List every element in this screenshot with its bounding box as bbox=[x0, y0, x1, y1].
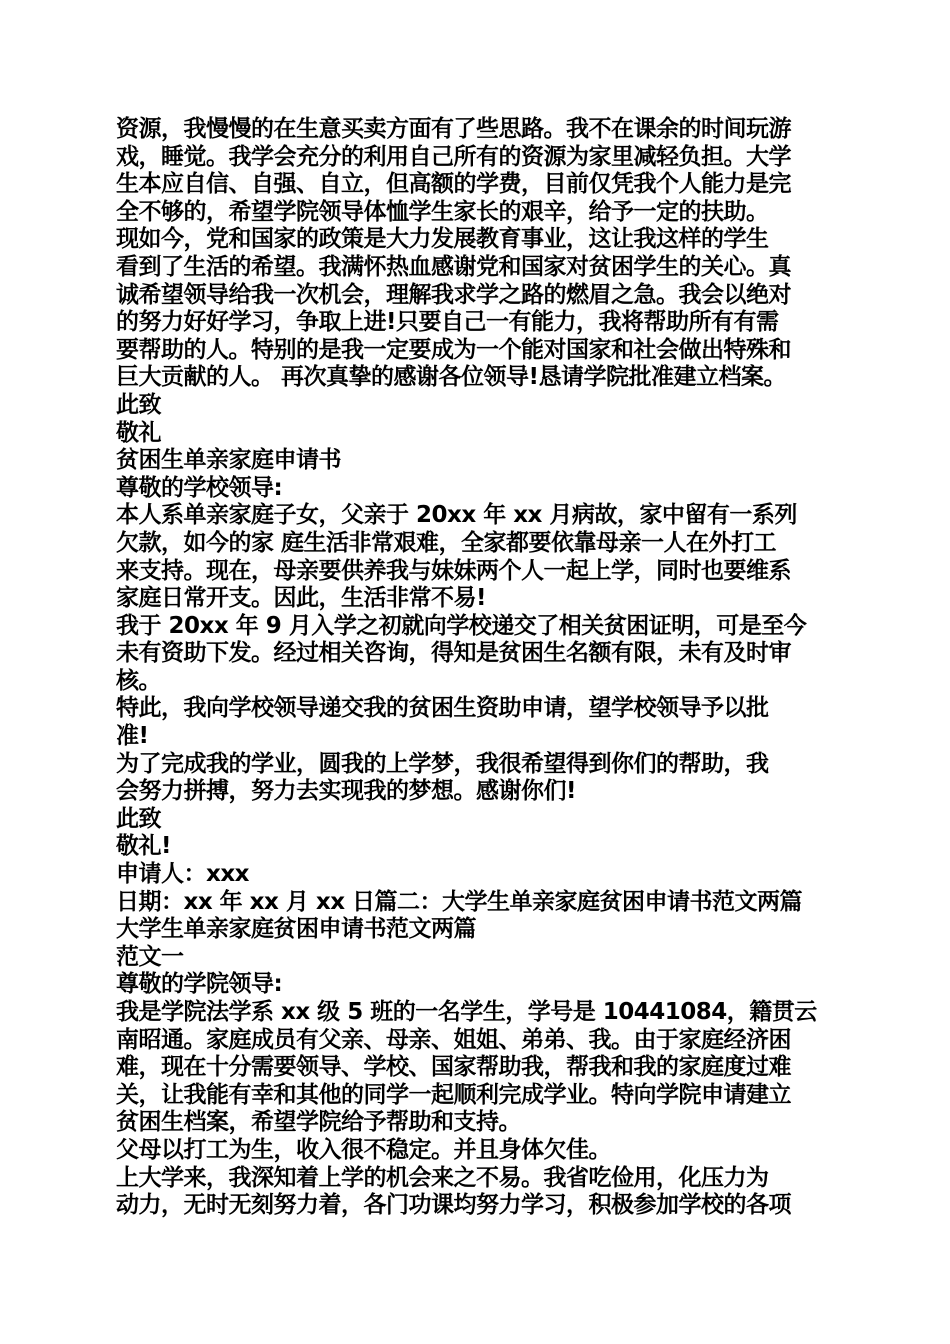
text-line: 尊敬的学院领导: bbox=[116, 971, 283, 998]
text-line: 本人系单亲家庭子女，父亲于 20xx 年 xx 月病故，家中留有一系列 bbox=[116, 502, 797, 529]
text-line: 未有资助下发。经过相关咨询，得知是贫困生名额有限，未有及时审 bbox=[116, 640, 791, 667]
text-line: 南昭通。家庭成员有父亲、母亲、姐姐、弟弟、我。由于家庭经济困 bbox=[116, 1026, 791, 1053]
text-line: 贫困生单亲家庭申请书 bbox=[116, 447, 341, 474]
text-line: 资源，我慢慢的在生意买卖方面有了些思路。我不在课余的时间玩游 bbox=[116, 116, 791, 142]
text-line: 敬礼! bbox=[116, 833, 171, 860]
text-line: 巨大贡献的人。 再次真挚的感谢各位领导!恳请学院批准建立档案。 bbox=[116, 364, 786, 391]
text-line: 欠款，如今的家 庭生活非常艰难，全家都要依靠母亲一人在外打工 bbox=[116, 529, 777, 556]
text-line: 特此，我向学校领导递交我的贫困生资助申请，望学校领导予以批 bbox=[116, 695, 769, 722]
text-line: 我是学院法学系 xx 级 5 班的一名学生，学号是 10441084，籍贯云 bbox=[116, 999, 817, 1025]
text-line: 上大学来，我深知着上学的机会来之不易。我省吃俭用，化压力为 bbox=[116, 1164, 769, 1191]
text-line: 生本应自信、自强、自立，但高额的学费，目前仅凭我个人能力是完 bbox=[116, 171, 791, 198]
text-line: 此致 bbox=[116, 805, 161, 832]
text-line: 准! bbox=[116, 723, 149, 750]
text-line: 的努力好好学习，争取上进!只要自己一有能力，我将帮助所有有需 bbox=[116, 309, 779, 336]
text-line: 家庭日常开支。因此，生活非常不易! bbox=[116, 585, 486, 612]
text-line: 会努力拼搏，努力去实现我的梦想。感谢你们! bbox=[116, 778, 576, 805]
text-line: 看到了生活的希望。我满怀热血感谢党和国家对贫困学生的关心。真 bbox=[116, 253, 791, 280]
text-line: 为了完成我的学业，圆我的上学梦，我很希望得到你们的帮助，我 bbox=[116, 750, 769, 777]
text-line: 要帮助的人。特别的是我一定要成为一个能对国家和社会做出特殊和 bbox=[116, 336, 791, 363]
text-line: 现如今，党和国家的政策是大力发展教育事业，这让我这样的学生 bbox=[116, 226, 769, 253]
text-line: 敬礼 bbox=[116, 419, 161, 446]
text-line: 父母以打工为生，收入很不稳定。并且身体欠佳。 bbox=[116, 1136, 611, 1163]
document-body bbox=[116, 116, 838, 1220]
text-line: 戏，睡觉。我学会充分的利用自己所有的资源为家里减轻负担。大学 bbox=[116, 143, 791, 170]
text-line: 难，现在十分需要领导、学校、国家帮助我，帮我和我的家庭度过难 bbox=[116, 1054, 791, 1081]
text-line: 尊敬的学校领导: bbox=[116, 474, 283, 501]
text-line: 此致 bbox=[116, 391, 161, 418]
text-line: 核。 bbox=[116, 667, 161, 694]
text-line: 全不够的，希望学院领导体恤学生家长的艰辛，给予一定的扶助。 bbox=[116, 198, 769, 225]
text-line: 贫困生档案，希望学院给予帮助和支持。 bbox=[116, 1109, 521, 1136]
text-line: 诚希望领导给我一次机会，理解我求学之路的燃眉之急。我会以绝对 bbox=[116, 281, 791, 308]
text-line: 动力，无时无刻努力着，各门功课均努力学习，积极参加学校的各项 bbox=[116, 1192, 791, 1219]
text-line: 范文一 bbox=[116, 943, 184, 970]
text-line: 大学生单亲家庭贫困申请书范文两篇 bbox=[116, 916, 476, 943]
text-line: 我于 20xx 年 9 月入学之初就向学校递交了相关贫困证明，可是至今 bbox=[116, 612, 807, 639]
text-line: 日期：xx 年 xx 月 xx 日篇二：大学生单亲家庭贫困申请书范文两篇 bbox=[116, 888, 803, 915]
text-line: 来支持。现在，母亲要供养我与妹妹两个人一起上学，同时也要维系 bbox=[116, 557, 791, 584]
text-line: 关，让我能有幸和其他的同学一起顺利完成学业。特向学院申请建立 bbox=[116, 1081, 791, 1108]
text-line: 申请人：xxx bbox=[116, 861, 250, 888]
